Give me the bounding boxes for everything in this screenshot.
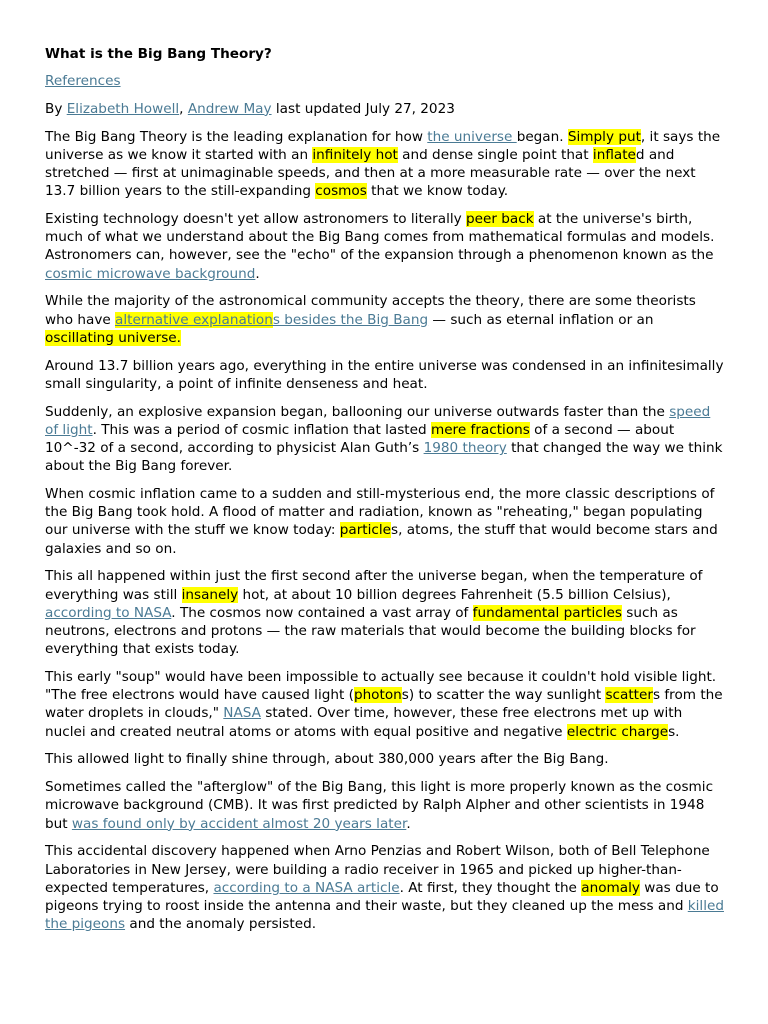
article: [45, 44, 725, 943]
paragraph-text: The Big Bang Theory is the leading explanation for how: [45, 128, 428, 145]
inline-link[interactable]: killed the pigeons: [45, 898, 724, 933]
byline-by: By: [45, 100, 67, 117]
inline-link[interactable]: cosmic microwave background: [45, 265, 256, 282]
paragraph-text: , it says the universe as we know it started with an: [45, 128, 721, 163]
article-title: What is the Big Bang Theory?: [45, 46, 272, 62]
highlight: [115, 312, 273, 328]
paragraph-text: s.: [668, 723, 680, 740]
article-paragraph: [45, 292, 725, 347]
highlighted-text: photon: [353, 687, 402, 704]
highlighted-text: anomaly: [581, 879, 640, 896]
highlighted-text: insanely: [181, 586, 239, 603]
paragraph-text: This early "soup" would have been impossible to actually see because it couldn't hold visible light. "The free electrons would have caused light (: [45, 669, 717, 704]
article-paragraph: [45, 357, 725, 393]
highlighted-text: inflate: [592, 146, 636, 163]
paragraph-text: s, atoms, the stuff that would become stars and galaxies and so on.: [45, 522, 718, 557]
paragraph-text: stated. Over time, however, these free electrons met up with nuclei and created neutral atoms or atoms with equal positive and negative: [45, 705, 683, 740]
paragraph-text: .: [406, 815, 411, 832]
byline-separator: ,: [179, 100, 188, 117]
highlighted-text: Simply put: [567, 128, 641, 145]
paragraph-text: that we know today.: [366, 183, 509, 200]
inline-link[interactable]: the universe: [427, 128, 517, 145]
paragraph-text: This all happened within just the first second after the universe began, when the temperature of everything was still: [45, 568, 703, 603]
paragraph-text: Sometimes called the "afterglow" of the Big Bang, this light is more properly known as the cosmic microwave background (CMB). It was first predicted by Ralph Alpher and other scientists in 1948 but: [45, 779, 714, 832]
paragraph-text: Existing technology doesn't yet allow astronomers to literally: [45, 211, 466, 227]
paragraph-text: While the majority of the astronomical community accepts the theory, there are some theorists who have: [45, 293, 696, 328]
paragraph-text: hot, at about 10 billion degrees Fahrenheit (5.5 billion Celsius),: [238, 586, 671, 603]
highlighted-text: oscillating universe.: [45, 329, 181, 346]
article-paragraph: [45, 403, 725, 476]
paragraph-text: When cosmic inflation came to a sudden and still-mysterious end, the more classic descriptions of the Big Bang took hold. A flood of matter and radiation, known as "reheating," began populating our universe with the stuff we know today:: [45, 486, 715, 539]
article-paragraph: [45, 778, 725, 833]
inline-link[interactable]: according to NASA: [45, 604, 172, 621]
article-body: [45, 128, 725, 934]
paragraph-text: and the anomaly persisted.: [125, 916, 317, 933]
highlighted-text: mere fractions: [430, 421, 530, 438]
inline-link[interactable]: speed of light: [45, 403, 711, 438]
inline-link[interactable]: s besides the Big Bang: [272, 311, 429, 328]
paragraph-text: s) to scatter the way sunlight: [401, 687, 606, 704]
author-link[interactable]: Elizabeth Howell: [66, 100, 180, 117]
references-link[interactable]: References: [45, 73, 121, 89]
paragraph-text: Around 13.7 billion years ago, everything in the entire universe was condensed in an infinitesimally small singularity, a point of infinite denseness and heat.: [45, 357, 724, 392]
paragraph-text: .: [255, 265, 260, 282]
paragraph-text: . This was a period of cosmic inflation that lasted: [92, 421, 431, 438]
references-line: [45, 72, 725, 90]
article-paragraph: [45, 485, 725, 558]
paragraph-text: Suddenly, an explosive expansion began, ballooning our universe outwards faster than the: [45, 403, 670, 420]
highlighted-text: peer back: [466, 211, 534, 227]
paragraph-text: of a second — about 10^-32 of a second, according to physicist Alan Guth’s: [45, 421, 675, 457]
highlighted-inline-link[interactable]: alternative explanation: [115, 311, 273, 328]
article-paragraph: [45, 750, 725, 768]
paragraph-text: was due to pigeons trying to roost inside the antenna and their waste, but they cleaned up the mess and: [45, 879, 719, 915]
paragraph-text: — such as eternal inflation or an: [428, 311, 654, 328]
highlighted-text: electric charge: [566, 723, 669, 740]
article-paragraph: [45, 128, 725, 201]
byline: [45, 100, 725, 118]
inline-link[interactable]: 1980 theory: [423, 440, 507, 457]
article-paragraph: [45, 210, 725, 283]
inline-link[interactable]: NASA: [223, 705, 261, 722]
author-link[interactable]: Andrew May: [187, 100, 272, 117]
article-paragraph: [45, 842, 725, 933]
paragraph-text: This accidental discovery happened when Arno Penzias and Robert Wilson, both of Bell Telephone Laboratories in New Jersey, were building a radio receiver in 1965 and picked up higher-than-expected temperatures,: [45, 843, 710, 896]
paragraph-text: at the universe's birth, much of what we understand about the Big Bang comes from mathematical formulas and models. Astronomers can, however, see the "echo" of the expansion through a phenomenon known as the: [45, 211, 715, 264]
highlighted-text: infinitely hot: [312, 146, 398, 163]
highlighted-text: particle: [339, 522, 392, 539]
paragraph-text: such as neutrons, electrons and protons — the raw materials that would become the building blocks for everything that exists today.: [45, 604, 696, 658]
highlighted-text: fundamental particles: [472, 604, 622, 621]
highlighted-text: scatter: [605, 687, 653, 704]
paragraph-text: and dense single point that: [397, 146, 593, 163]
paragraph-text: . At first, they thought the: [399, 879, 582, 896]
paragraph-text: This allowed light to finally shine through, about 380,000 years after the Big Bang.: [45, 751, 609, 768]
paragraph-text: began.: [516, 128, 568, 145]
paragraph-text: d and stretched — first at unimaginable speeds, and then at a more measurable rate — over the next 13.7 billion years to the still-expanding: [45, 146, 696, 200]
last-updated: last updated July 27, 2023: [271, 100, 455, 117]
paragraph-text: . The cosmos now contained a vast array of: [171, 604, 473, 621]
article-paragraph: [45, 567, 725, 658]
article-paragraph: [45, 668, 725, 741]
paragraph-text: that changed the way we think about the Big Bang forever.: [45, 440, 723, 475]
inline-link[interactable]: was found only by accident almost 20 years later: [71, 815, 407, 832]
highlighted-text: cosmos: [315, 183, 367, 200]
paragraph-text: s from the water droplets in clouds,": [45, 687, 723, 722]
inline-link[interactable]: according to a NASA article: [213, 879, 400, 896]
